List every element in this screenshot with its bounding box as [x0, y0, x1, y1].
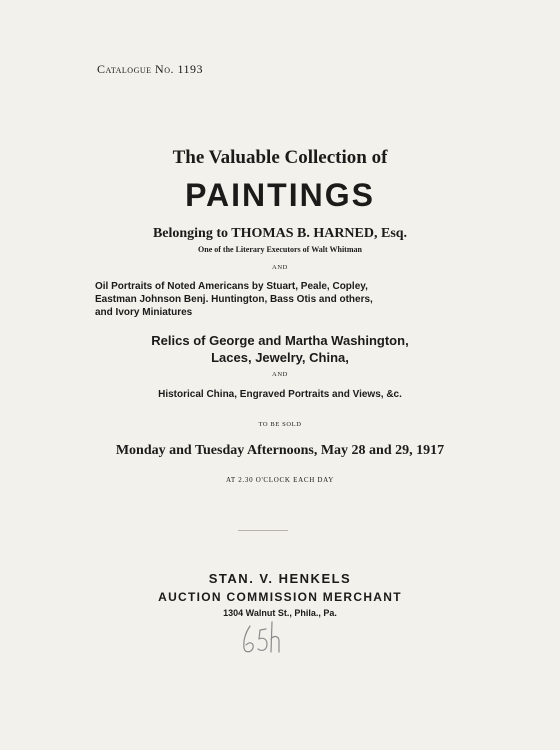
catalogue-number: Catalogue No. 1193	[97, 62, 204, 76]
auctioneer-role: AUCTION COMMISSION MERCHANT	[158, 590, 402, 604]
relics-description	[0, 332, 560, 366]
portraits-line-1: Oil Portraits of Noted Americans by Stuart, Peale, Copley,	[95, 281, 368, 292]
owner-line: Belonging to THOMAS B. HARNED, Esq.	[152, 226, 408, 241]
executor-line: One of the Literary Executors of Walt Whitman	[198, 245, 362, 254]
to-be-sold-label: TO BE SOLD	[258, 421, 302, 428]
main-heading: PAINTINGS	[185, 177, 375, 213]
historical-description: Historical China, Engraved Portraits and Views, &c.	[158, 389, 402, 400]
sale-dates: Monday and Tuesday Afternoons, May 28 and 29, 1917	[115, 443, 445, 458]
and-separator-2: AND	[272, 371, 288, 378]
relics-line-2: Laces, Jewelry, China,	[211, 350, 349, 365]
collection-title-line: The Valuable Collection of	[172, 147, 388, 168]
and-separator-1: AND	[272, 264, 288, 271]
portraits-line-3: and Ivory Miniatures	[95, 307, 193, 318]
auctioneer-name: STAN. V. HENKELS	[208, 571, 352, 586]
pencil-annotation	[236, 612, 292, 660]
divider-rule	[238, 530, 288, 531]
portraits-line-2: Eastman Johnson Benj. Huntington, Bass Otis and others,	[95, 294, 373, 305]
relics-line-1: Relics of George and Martha Washington,	[151, 333, 409, 348]
sale-time: AT 2.30 O'CLOCK EACH DAY	[225, 476, 335, 484]
auctioneer-address: 1304 Walnut St., Phila., Pa.	[223, 608, 337, 618]
portraits-description	[95, 280, 467, 319]
